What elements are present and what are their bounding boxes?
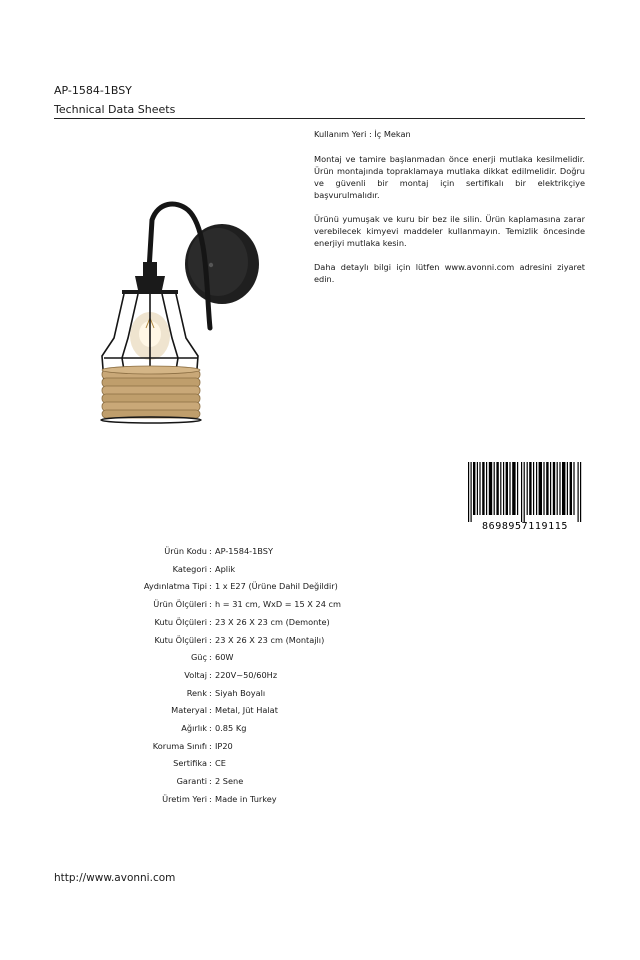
spec-row: Güç : 60W (190, 652, 234, 663)
barcode-number: 8698957119115 (481, 521, 569, 530)
spec-value: 23 X 26 X 23 cm (Demonte) (215, 616, 330, 627)
spec-label: Renk (186, 687, 207, 698)
spec-label: Kategori (172, 563, 207, 574)
spec-label: Kutu Ölçüleri (154, 634, 207, 645)
spec-label: Koruma Sınıfı (152, 740, 207, 751)
spec-row: Garanti : 2 Sene (176, 776, 244, 787)
spec-label: Ağırlık (181, 723, 207, 733)
spec-value: AP-1584-1BSY (215, 546, 273, 556)
spec-label: Aydınlatma Tipi (143, 581, 207, 592)
spec-label: Üretim Yeri (162, 793, 207, 804)
spec-value: Metal, Jüt Halat (215, 705, 278, 716)
spec-value: h = 31 cm, WxD = 15 X 24 cm (215, 599, 341, 610)
spec-row: Kutu Ölçüleri : 23 X 26 X 23 cm (Montajlı) (154, 634, 325, 645)
barcode (466, 462, 584, 530)
installation-note: Montaj ve tamire başlanmadan önce enerji mutlaka kesilmelidir. Ürün montajında topraklamaya mutlaka dikkat edilmelidir. Doğru ve güvenli bir montaj için sertifikalı bir elektrikçiye başvurulmalıdır. (314, 154, 585, 200)
spec-value: 60W (215, 652, 234, 663)
spec-value: Made in Turkey (215, 793, 277, 804)
website-link[interactable]: http://www.avonni.com (54, 872, 176, 884)
spec-label: Voltaj (184, 669, 207, 680)
spec-row: Üretim Yeri : Made in Turkey (162, 793, 277, 804)
cleaning-note: Ürünü yumuşak ve kuru bir bez ile silin. Ürün kaplamasına zarar verebilecek kimyevi maddeler kullanmayın. Temizlik öncesinde enerjiyi mutlaka kesin. (314, 214, 585, 248)
spec-row: Kutu Ölçüleri : 23 X 26 X 23 cm (Demonte) (154, 616, 330, 627)
spec-row: Sertifika : CE (173, 758, 226, 769)
product-code-heading: AP-1584-1BSY (54, 84, 132, 97)
spec-value: CE (215, 758, 226, 769)
info-block (314, 128, 585, 297)
spec-value: 220V~50/60Hz (215, 669, 278, 680)
spec-row: Ürün Kodu : AP-1584-1BSY (164, 546, 273, 556)
spec-row: Renk : Siyah Boyalı (186, 687, 266, 698)
spec-value: Aplik (215, 563, 236, 574)
spec-row: Ağırlık : 0.85 Kg (181, 723, 247, 733)
spec-value: 0.85 Kg (215, 723, 247, 733)
spec-row: Kategori : Aplik (172, 563, 236, 574)
spec-label: Materyal (171, 705, 207, 716)
product-image (98, 198, 262, 428)
jute-rope (102, 366, 200, 418)
spec-value: 2 Sene (215, 776, 244, 787)
spec-row: Ürün Ölçüleri : h = 31 cm, WxD = 15 X 24 cm (153, 599, 341, 610)
spec-row: Materyal : Metal, Jüt Halat (171, 705, 278, 716)
spec-label: Kutu Ölçüleri (154, 616, 207, 627)
header-divider (54, 118, 585, 119)
spec-label: Garanti (176, 776, 207, 787)
spec-label: Ürün Ölçüleri (153, 599, 207, 610)
barcode-bars (468, 462, 581, 522)
spec-value: Siyah Boyalı (215, 687, 266, 698)
spec-label: Güç (190, 652, 207, 663)
spec-row: Voltaj : 220V~50/60Hz (184, 669, 278, 680)
spec-value: 1 x E27 (Ürüne Dahil Değildir) (215, 581, 338, 592)
spec-row: Koruma Sınıfı : IP20 (152, 740, 233, 751)
spec-label: Ürün Kodu (164, 546, 207, 556)
website-note: Daha detaylı bilgi için lütfen www.avonni.com adresini ziyaret edin. (314, 262, 585, 284)
spec-row: Aydınlatma Tipi : 1 x E27 (Ürüne Dahil Değildir) (143, 581, 338, 592)
document-subtitle: Technical Data Sheets (54, 103, 176, 116)
spec-label: Sertifika (173, 758, 207, 769)
spec-value: 23 X 26 X 23 cm (Montajlı) (215, 634, 325, 645)
spec-value: IP20 (215, 740, 233, 751)
usage-location: Kullanım Yeri : İç Mekan (314, 129, 411, 139)
